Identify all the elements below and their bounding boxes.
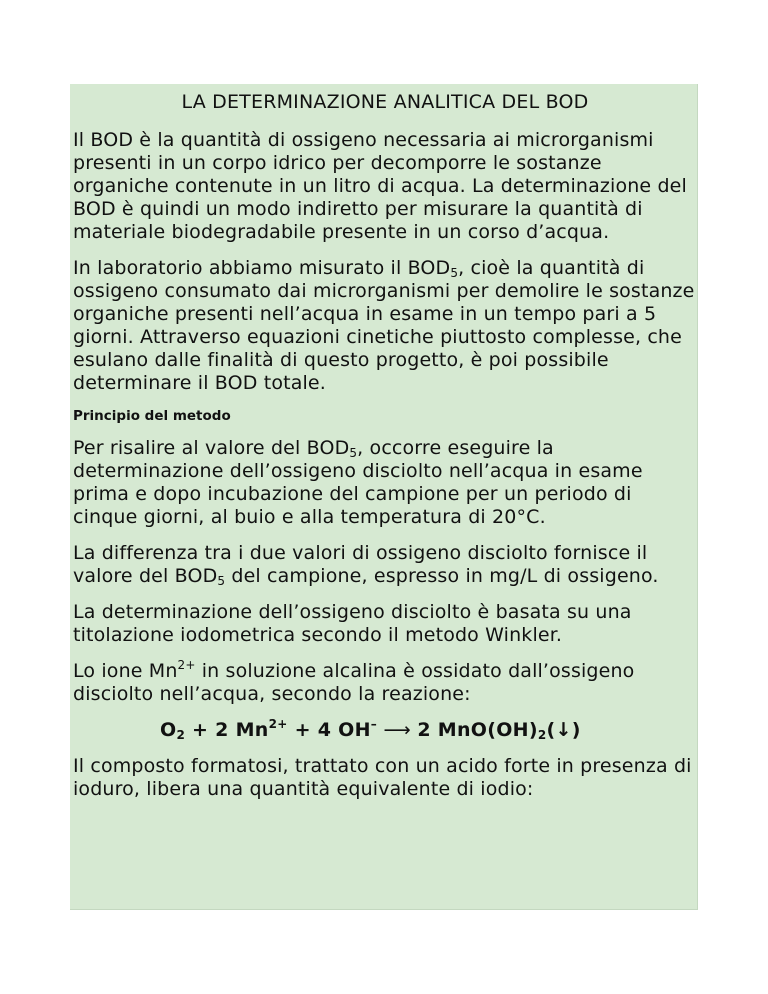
- reaction-arrow-icon: ⟶: [377, 719, 418, 741]
- eq-term: + 4 OH: [287, 719, 371, 741]
- eq-superscript: –: [370, 717, 378, 731]
- paragraph-method-principle: [73, 437, 697, 529]
- paragraph-mn-oxidation: [73, 660, 697, 706]
- text-run: , occorre eseguire la determinazione dell’ossigeno disciolto nell’acqua in esame prima e dopo incubazione del campione per un periodo di cinque giorni, al buio e alla temperatura di 20°C.: [73, 437, 643, 528]
- eq-superscript: 2+: [268, 717, 288, 731]
- text-run: del campione, espresso in mg/L di ossigeno.: [225, 565, 659, 587]
- section-heading: Principio del metodo: [73, 408, 231, 424]
- paragraph-bod-definition: Il BOD è la quantità di ossigeno necessaria ai microrganismi presenti in un corpo idrico per decomporre le sostanze organiche contenute in un litro di acqua. La determinazione del BOD è quindi un modo indiretto per misurare la quantità di materiale biodegradabile presente in un corso d’acqua.: [73, 129, 687, 243]
- subscript: 5: [349, 446, 358, 460]
- eq-term: (↓): [546, 719, 581, 741]
- text-run: , cioè la quantità di ossigeno consumato dai microrganismi per demolire le sostanze organiche presenti nell’acqua in esame in un tempo pari a 5 giorni. Attraverso equazioni cinetiche piuttosto complesse, che esulano dalle finalità di questo progetto, è poi possibile determinare il BOD totale.: [73, 257, 695, 394]
- eq-subscript: 2: [537, 728, 547, 742]
- text-run: Per risalire al valore del BOD: [73, 437, 350, 459]
- eq-subscript: 2: [176, 728, 186, 742]
- text-run: in soluzione alcalina è ossidato dall’ossigeno disciolto nell’acqua, secondo la reazione:: [73, 660, 635, 705]
- paragraph-iodine-release: Il composto formatosi, trattato con un acido forte in presenza di ioduro, libera una quantità equivalente di iodio:: [73, 755, 692, 800]
- document-title: LA DETERMINAZIONE ANALITICA DEL BOD: [181, 91, 589, 113]
- text-run: Lo ione Mn: [73, 660, 178, 682]
- eq-term: 2 MnO(OH): [417, 719, 538, 741]
- superscript: 2+: [177, 658, 196, 672]
- eq-term: + 2 Mn: [185, 719, 269, 741]
- document-page: [70, 84, 698, 910]
- subscript: 5: [217, 574, 226, 588]
- paragraph-bod5-lab: [73, 257, 697, 395]
- paragraph-oxygen-difference: [73, 542, 697, 588]
- subscript: 5: [450, 266, 459, 280]
- reaction-equation: [160, 719, 697, 742]
- text-run: In laboratorio abbiamo misurato il BOD: [73, 257, 451, 279]
- eq-term: O: [160, 719, 177, 741]
- paragraph-winkler: La determinazione dell’ossigeno disciolto è basata su una titolazione iodometrica secondo il metodo Winkler.: [73, 601, 632, 646]
- text-run: La differenza tra i due valori di ossigeno disciolto fornisce il valore del BOD: [73, 542, 648, 587]
